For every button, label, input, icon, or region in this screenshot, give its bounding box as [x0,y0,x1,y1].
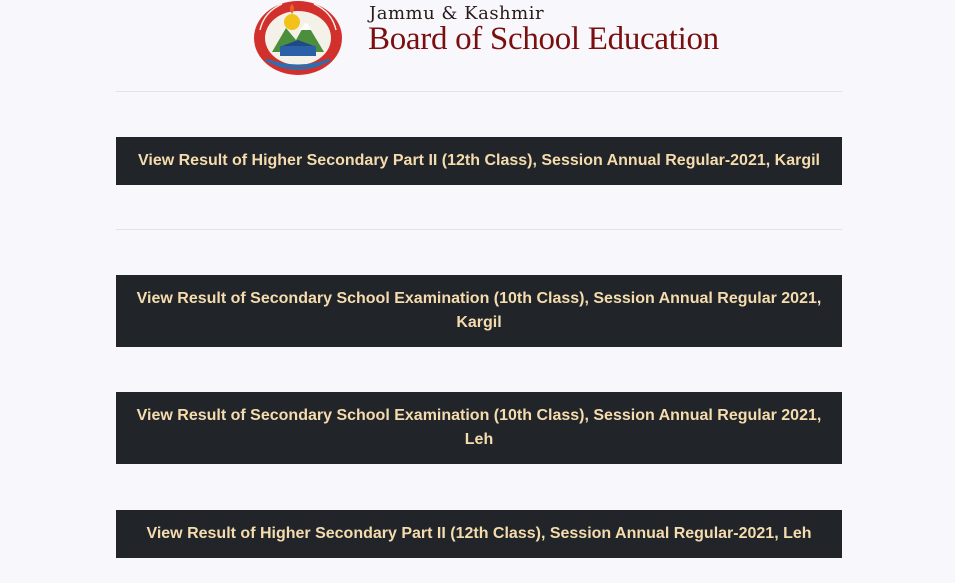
result-link-10th-leh[interactable]: View Result of Secondary School Examination (10th Class), Session Annual Regular 2021, Leh [116,392,842,464]
result-link-10th-kargil[interactable]: View Result of Secondary School Examination (10th Class), Session Annual Regular 2021, Kargil [116,275,842,347]
site-header [250,0,720,80]
divider [116,91,842,92]
result-link-12th-kargil[interactable]: View Result of Higher Secondary Part II (12th Class), Session Annual Regular-2021, Kargil [116,137,842,185]
result-link-12th-leh[interactable]: View Result of Higher Secondary Part II (12th Class), Session Annual Regular-2021, Leh [116,510,842,558]
divider [116,229,842,230]
jkbose-emblem-icon [252,0,344,78]
header-title: Board of School Education [368,21,719,57]
header-subtitle: Jammu & Kashmir [369,3,545,24]
